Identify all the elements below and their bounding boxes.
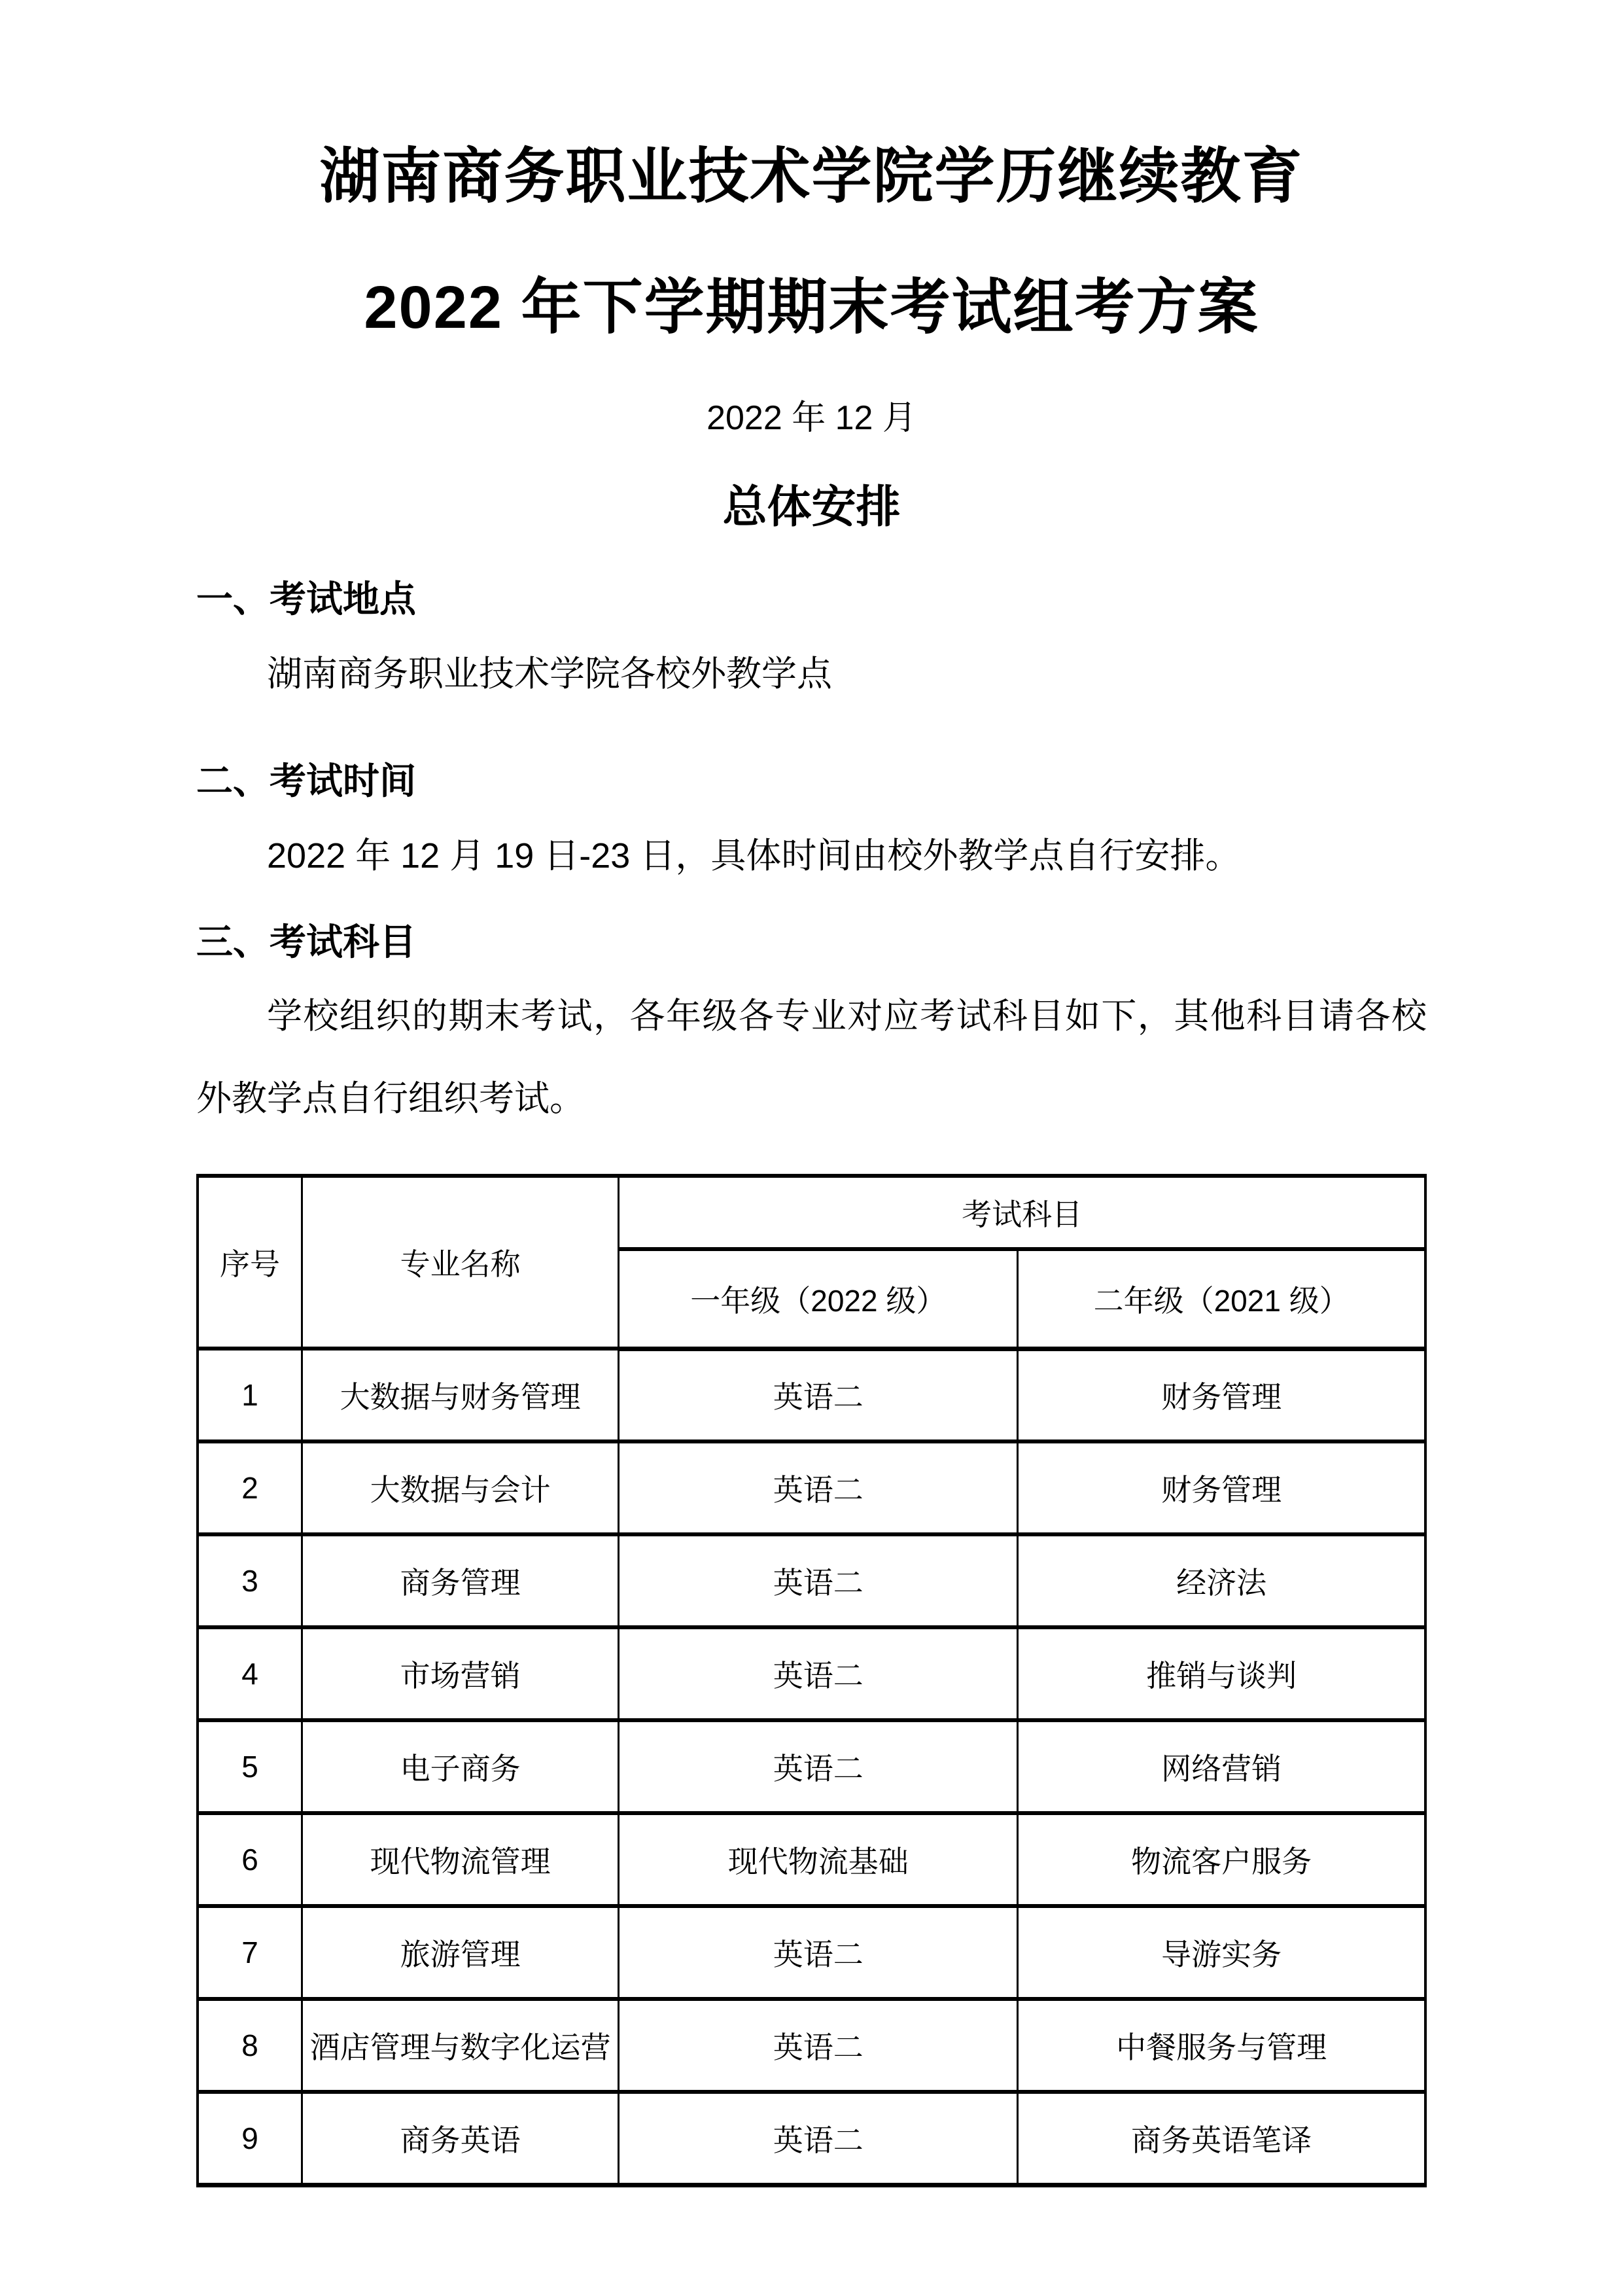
- row-index-cell: 6: [198, 1813, 302, 1906]
- table-row: [198, 1349, 1425, 1441]
- grade1-subject-cell: 现代物流基础: [619, 1813, 1018, 1906]
- header-subjects-cell: 考试科目: [619, 1176, 1425, 1249]
- grade1-subject-cell: 英语二: [619, 1627, 1018, 1720]
- exam-subjects-table: [196, 1174, 1427, 2187]
- section-body-exam-time: 2022 年 12 月 19 日-23 日，具体时间由校外教学点自行安排。: [267, 836, 1241, 875]
- grade2-subject-cell: 中餐服务与管理: [1018, 1999, 1425, 2092]
- section-heading-exam-subjects: 三、考试科目: [196, 921, 416, 963]
- row-index-cell: 1: [198, 1349, 302, 1441]
- overall-arrangement-title: 总体安排: [722, 482, 901, 532]
- grade2-subject-cell: 经济法: [1018, 1534, 1425, 1627]
- major-cell: 现代物流管理: [302, 1813, 619, 1906]
- section-body-exam-location: 湖南商务职业技术学院各校外教学点: [267, 654, 832, 694]
- grade2-subject-cell: 网络营销: [1018, 1720, 1425, 1813]
- major-cell: 市场营销: [302, 1627, 619, 1720]
- header-grade2-cell: 二年级（2021 级）: [1018, 1249, 1425, 1349]
- grade1-subject-cell: 英语二: [619, 1441, 1018, 1534]
- grade1-subject-cell: 英语二: [619, 1999, 1018, 2092]
- major-cell: 商务英语: [302, 2092, 619, 2185]
- header-major-cell: 专业名称: [302, 1176, 619, 1349]
- table-row: [198, 1534, 1425, 1627]
- section-heading-exam-location: 一、考试地点: [196, 578, 416, 620]
- grade2-subject-cell: 物流客户服务: [1018, 1813, 1425, 1906]
- grade2-subject-cell: 推销与谈判: [1018, 1627, 1425, 1720]
- row-index-cell: 2: [198, 1441, 302, 1534]
- table-row: [198, 1627, 1425, 1720]
- row-index-cell: 3: [198, 1534, 302, 1627]
- row-index-cell: 9: [198, 2092, 302, 2185]
- major-cell: 大数据与会计: [302, 1441, 619, 1534]
- major-cell: 商务管理: [302, 1534, 619, 1627]
- major-cell: 电子商务: [302, 1720, 619, 1813]
- table-row: [198, 1720, 1425, 1813]
- major-cell: 酒店管理与数字化运营: [302, 1999, 619, 2092]
- header-index-cell: 序号: [198, 1176, 302, 1349]
- grade2-subject-cell: 财务管理: [1018, 1349, 1425, 1441]
- document-title-line2: 2022 年下学期期末考试组考方案: [364, 274, 1259, 341]
- grade2-subject-cell: 导游实务: [1018, 1906, 1425, 1999]
- row-index-cell: 7: [198, 1906, 302, 1999]
- document-title-line1: 湖南商务职业技术学院学历继续教育: [319, 143, 1304, 210]
- table-row: [198, 1906, 1425, 1999]
- grade1-subject-cell: 英语二: [619, 1720, 1018, 1813]
- header-grade1-cell: 一年级（2022 级）: [619, 1249, 1018, 1349]
- row-index-cell: 5: [198, 1720, 302, 1813]
- table-row: [198, 1999, 1425, 2092]
- grade1-subject-cell: 英语二: [619, 1906, 1018, 1999]
- grade2-subject-cell: 财务管理: [1018, 1441, 1425, 1534]
- major-cell: 旅游管理: [302, 1906, 619, 1999]
- row-index-cell: 4: [198, 1627, 302, 1720]
- grade1-subject-cell: 英语二: [619, 2092, 1018, 2185]
- row-index-cell: 8: [198, 1999, 302, 2092]
- document-date: 2022 年 12 月: [707, 399, 916, 437]
- grade1-subject-cell: 英语二: [619, 1349, 1018, 1441]
- section-body-exam-subjects: 学校组织的期末考试，各年级各专业对应考试科目如下，其他科目请各校外教学点自行组织考试。: [196, 997, 1427, 1118]
- major-cell: 大数据与财务管理: [302, 1349, 619, 1441]
- section-heading-exam-time: 二、考试时间: [196, 760, 416, 802]
- table-header-row-1: [198, 1176, 1425, 1249]
- table-row: [198, 1441, 1425, 1534]
- table-row: [198, 2092, 1425, 2185]
- table-row: [198, 1813, 1425, 1906]
- grade1-subject-cell: 英语二: [619, 1534, 1018, 1627]
- grade2-subject-cell: 商务英语笔译: [1018, 2092, 1425, 2185]
